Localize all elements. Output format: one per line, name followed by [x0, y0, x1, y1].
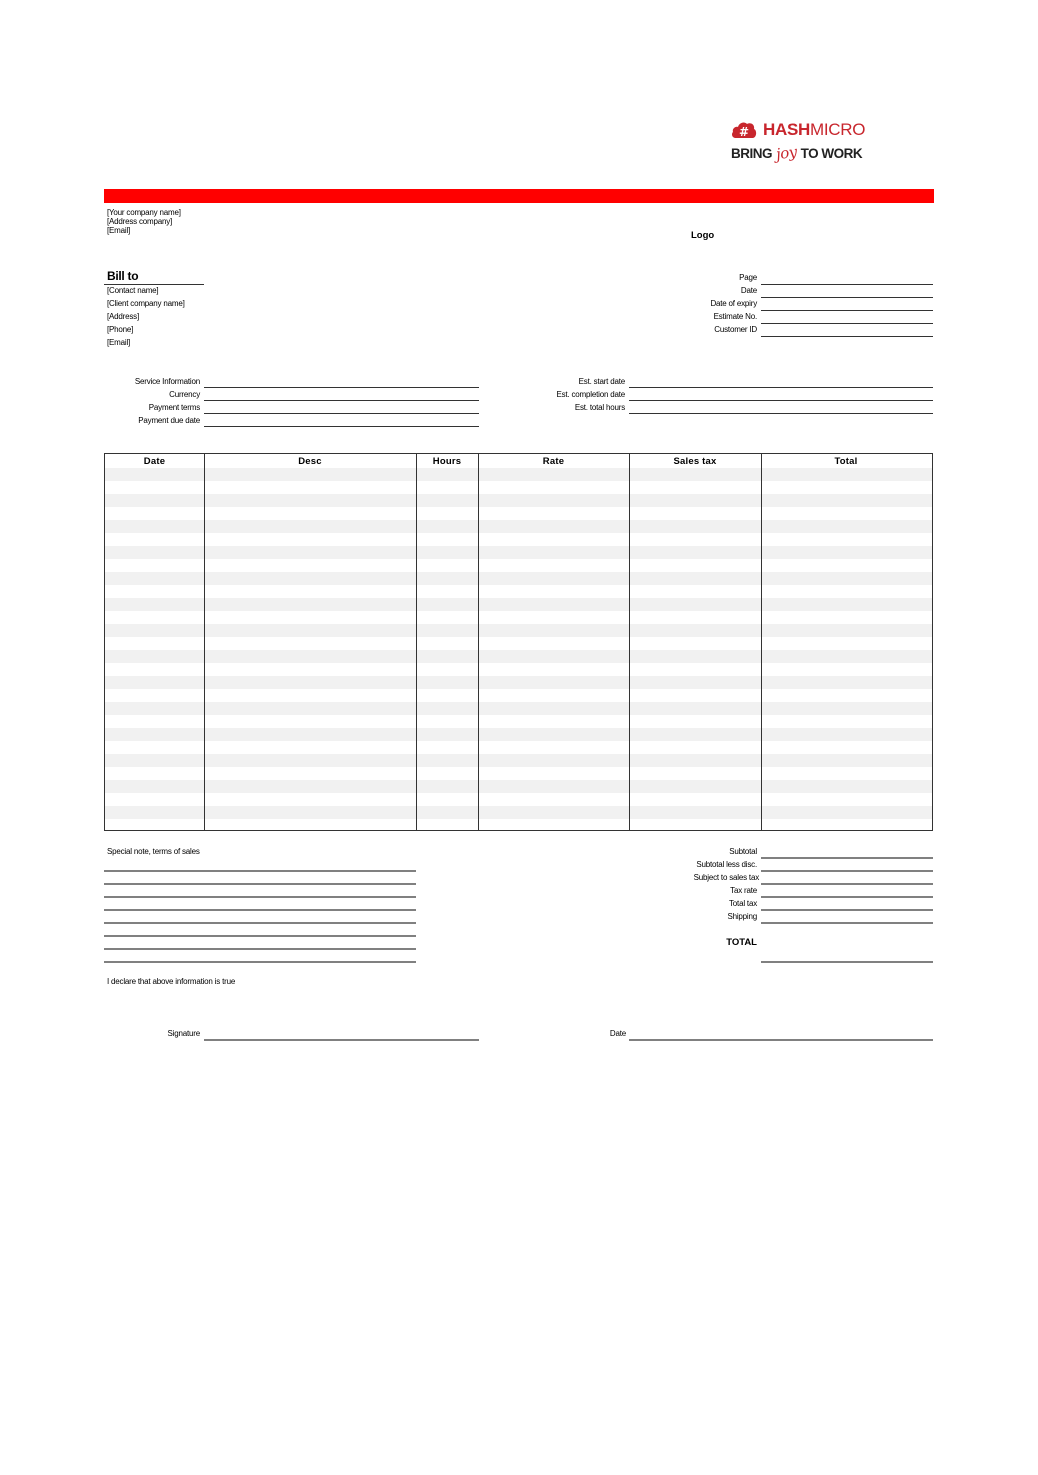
expiry-field[interactable]: [761, 310, 933, 311]
tax-rate-field[interactable]: [761, 896, 933, 898]
notes-line[interactable]: [104, 948, 416, 950]
table-row[interactable]: [105, 715, 932, 728]
table-row[interactable]: [105, 572, 932, 585]
company-email: [Email]: [107, 226, 131, 235]
payment-due-label: Payment due date: [138, 416, 200, 425]
table-row[interactable]: [105, 559, 932, 572]
table-row[interactable]: [105, 663, 932, 676]
col-divider: [629, 454, 630, 830]
logo-placeholder: Logo: [691, 230, 715, 241]
bill-to-contact: [Contact name]: [107, 286, 159, 295]
brand-tagline: BRING joy TO WORK: [731, 142, 863, 164]
total-tax-field[interactable]: [761, 909, 933, 911]
grand-total-field[interactable]: [761, 961, 933, 963]
page-label: Page: [739, 273, 757, 282]
col-rate: Rate: [542, 456, 565, 467]
notes-title: Special note, terms of sales: [107, 847, 200, 856]
header-red-bar: [104, 189, 934, 203]
col-sales-tax: Sales tax: [673, 456, 717, 467]
table-row[interactable]: [105, 624, 932, 637]
col-desc: Desc: [298, 456, 322, 467]
notes-line[interactable]: [104, 896, 416, 898]
currency-label: Currency: [169, 390, 200, 399]
table-row[interactable]: [105, 533, 932, 546]
total-tax-label: Total tax: [729, 899, 757, 908]
col-date: Date: [143, 456, 166, 467]
customer-id-label: Customer ID: [714, 325, 757, 334]
service-info-label: Service Information: [134, 377, 200, 386]
notes-line[interactable]: [104, 961, 416, 963]
est-completion-field[interactable]: [629, 400, 933, 401]
subtotal-less-disc-field[interactable]: [761, 870, 933, 872]
table-row[interactable]: [105, 793, 932, 806]
subject-to-tax-field[interactable]: [761, 883, 933, 885]
table-row[interactable]: [105, 637, 932, 650]
table-row[interactable]: [105, 650, 932, 663]
table-row[interactable]: [105, 481, 932, 494]
line-items-table: [104, 453, 933, 831]
est-completion-label: Est. completion date: [556, 390, 625, 399]
table-row[interactable]: [105, 806, 932, 819]
col-divider: [204, 454, 205, 830]
currency-field[interactable]: [204, 400, 479, 401]
table-row[interactable]: [105, 598, 932, 611]
notes-line[interactable]: [104, 870, 416, 872]
est-hours-label: Est. total hours: [574, 403, 625, 412]
table-header: [105, 454, 932, 469]
col-divider: [761, 454, 762, 830]
page-field[interactable]: [761, 284, 933, 285]
notes-line[interactable]: [104, 883, 416, 885]
table-row[interactable]: [105, 689, 932, 702]
signature-field[interactable]: [204, 1039, 479, 1041]
table-row[interactable]: [105, 494, 932, 507]
est-hours-field[interactable]: [629, 413, 933, 414]
table-row[interactable]: [105, 741, 932, 754]
service-info-field[interactable]: [204, 387, 479, 388]
payment-due-field[interactable]: [204, 426, 479, 427]
date-field[interactable]: [761, 297, 933, 298]
notes-line[interactable]: [104, 935, 416, 937]
cloud-hash-icon: [731, 121, 757, 139]
table-row[interactable]: [105, 702, 932, 715]
bill-to-title: Bill to: [107, 269, 139, 283]
table-row[interactable]: [105, 676, 932, 689]
table-row[interactable]: [105, 585, 932, 598]
notes-line[interactable]: [104, 909, 416, 911]
subtotal-field[interactable]: [761, 857, 933, 859]
col-divider: [416, 454, 417, 830]
table-body: [105, 468, 932, 830]
col-total: Total: [834, 456, 858, 467]
bill-to-client-company: [Client company name]: [107, 299, 185, 308]
payment-terms-label: Payment terms: [148, 403, 200, 412]
estimate-no-label: Estimate No.: [713, 312, 757, 321]
table-row[interactable]: [105, 507, 932, 520]
tax-rate-label: Tax rate: [730, 886, 757, 895]
company-address: [Address company]: [107, 217, 173, 226]
sign-date-field[interactable]: [629, 1039, 933, 1041]
bill-to-phone: [Phone]: [107, 325, 134, 334]
table-row[interactable]: [105, 728, 932, 741]
expiry-label: Date of expiry: [710, 299, 757, 308]
table-row[interactable]: [105, 546, 932, 559]
table-row[interactable]: [105, 767, 932, 780]
notes-line[interactable]: [104, 922, 416, 924]
table-row[interactable]: [105, 780, 932, 793]
declaration-text: I declare that above information is true: [107, 977, 236, 986]
table-row[interactable]: [105, 754, 932, 767]
bill-to-email: [Email]: [107, 338, 131, 347]
table-row[interactable]: [105, 611, 932, 624]
table-row[interactable]: [105, 468, 932, 481]
subject-to-tax-label: Subject to sales tax: [693, 873, 759, 882]
grand-total-label: TOTAL: [726, 937, 757, 948]
subtotal-label: Subtotal: [729, 847, 757, 856]
est-start-field[interactable]: [629, 387, 933, 388]
est-start-label: Est. start date: [578, 377, 625, 386]
hashmicro-logo: [731, 120, 881, 162]
col-divider: [478, 454, 479, 830]
estimate-no-field[interactable]: [761, 323, 933, 324]
bill-to-address: [Address]: [107, 312, 139, 321]
customer-id-field[interactable]: [761, 336, 933, 337]
svg-text:#: #: [738, 125, 750, 139]
shipping-field[interactable]: [761, 922, 933, 924]
col-hours: Hours: [432, 456, 462, 467]
brand-name: HASHMICRO: [763, 120, 866, 139]
subtotal-less-disc-label: Subtotal less disc.: [696, 860, 757, 869]
company-name: [Your company name]: [107, 208, 181, 217]
signature-label: Signature: [167, 1029, 200, 1038]
bill-to-underline: [104, 284, 204, 285]
date-label: Date: [740, 286, 757, 295]
table-row[interactable]: [105, 819, 932, 832]
payment-terms-field[interactable]: [204, 413, 479, 414]
table-row[interactable]: [105, 520, 932, 533]
shipping-label: Shipping: [727, 912, 757, 921]
sign-date-label: Date: [609, 1029, 626, 1038]
